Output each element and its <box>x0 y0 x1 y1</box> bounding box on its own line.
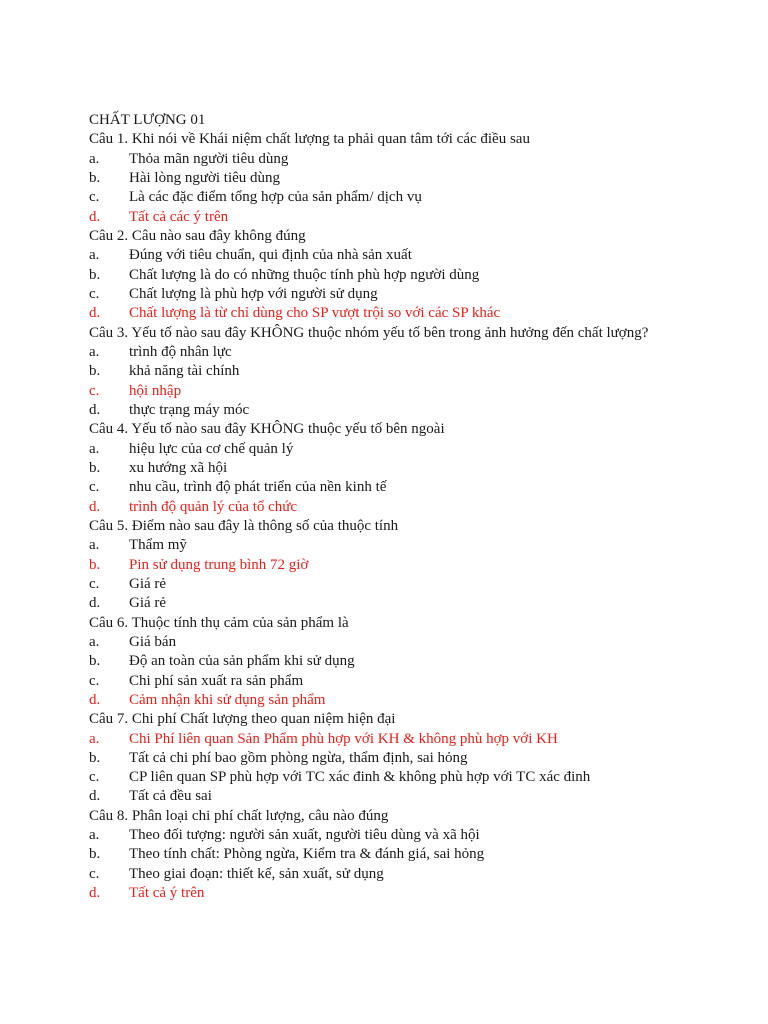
option-letter: d. <box>89 788 101 805</box>
answer-option-correct <box>89 556 729 575</box>
answer-option <box>89 672 729 691</box>
answer-option <box>89 246 729 265</box>
option-text: Hài lòng người tiêu dùng <box>129 169 281 186</box>
answer-option <box>89 478 729 497</box>
question-text: Câu 6. Thuộc tính thụ cảm của sản phẩm là <box>89 614 349 631</box>
question-text: Câu 5. Điểm nào sau đây là thông số của thuộc tính <box>89 517 399 534</box>
answer-option <box>89 575 729 594</box>
option-text: Thẩm mỹ <box>129 537 187 554</box>
question-text: Câu 1. Khi nói về Khái niệm chất lượng ta phải quan tâm tới các điều sau <box>89 131 530 148</box>
option-text: Theo tính chất: Phòng ngừa, Kiểm tra & đánh giá, sai hỏng <box>129 846 485 863</box>
document-body <box>89 111 729 903</box>
option-letter: c. <box>89 672 100 689</box>
option-text: Chi phí sản xuất ra sản phẩm <box>129 672 304 689</box>
option-text: Giá rẻ <box>129 595 167 612</box>
answer-option <box>89 787 729 806</box>
answer-option <box>89 401 729 420</box>
option-text: Cảm nhận khi sử dụng sản phẩm <box>129 691 326 708</box>
question-text: Câu 4. Yếu tố nào sau đây KHÔNG thuộc yếu tố bên ngoài <box>89 421 445 438</box>
option-text: xu hướng xã hội <box>129 459 228 476</box>
option-text: Đúng với tiêu chuẩn, qui định của nhà sản xuất <box>129 247 412 264</box>
option-text: Tất cả chi phí bao gồm phòng ngừa, thẩm định, sai hỏng <box>129 749 468 766</box>
question-1 <box>89 130 729 227</box>
answer-option-correct <box>89 382 729 401</box>
option-text: Theo giai đoạn: thiết kế, sản xuất, sử dụng <box>129 865 384 882</box>
option-letter: c. <box>89 769 100 786</box>
question-3 <box>89 324 729 421</box>
answer-option <box>89 459 729 478</box>
option-text: Tất cả ý trên <box>129 885 205 902</box>
answer-option <box>89 150 729 169</box>
option-letter: c. <box>89 575 100 592</box>
option-letter: a. <box>89 343 100 360</box>
question-7 <box>89 710 729 807</box>
option-letter: a. <box>89 150 100 167</box>
answer-option-correct <box>89 730 729 749</box>
option-letter: b. <box>89 846 101 863</box>
answer-option-correct <box>89 884 729 903</box>
answer-option <box>89 285 729 304</box>
question-text: Câu 3. Yếu tố nào sau đây KHÔNG thuộc nhóm yếu tố bên trong ảnh hưởng đến chất lượng? <box>89 324 649 341</box>
option-letter: a. <box>89 440 100 457</box>
answer-option <box>89 594 729 613</box>
option-letter: b. <box>89 653 101 670</box>
question-2 <box>89 227 729 324</box>
option-letter: d. <box>89 595 101 612</box>
option-text: Tất cả các ý trên <box>129 208 229 225</box>
answer-option <box>89 749 729 768</box>
option-letter: d. <box>89 305 101 322</box>
answer-option-correct <box>89 208 729 227</box>
option-letter: b. <box>89 266 101 283</box>
option-text: Độ an toàn của sản phẩm khi sử dụng <box>129 653 355 670</box>
option-letter: d. <box>89 885 101 902</box>
option-text: Theo đối tượng: người sản xuất, người tiêu dùng và xã hội <box>129 827 480 844</box>
option-letter: b. <box>89 556 101 573</box>
option-letter: b. <box>89 459 101 476</box>
option-text: Chất lượng là phù hợp với người sử dụng <box>129 285 378 302</box>
option-text: hiệu lực của cơ chế quản lý <box>129 440 294 457</box>
option-letter: d. <box>89 401 101 418</box>
option-text: trình độ nhân lực <box>129 343 232 360</box>
answer-option <box>89 536 729 555</box>
question-6 <box>89 614 729 711</box>
option-text: trình độ quản lý của tổ chức <box>129 498 298 515</box>
question-text: Câu 2. Câu nào sau đây không đúng <box>89 227 306 244</box>
option-text: Giá rẻ <box>129 575 167 592</box>
option-text: hội nhập <box>129 382 182 399</box>
option-text: nhu cầu, trình độ phát triển của nền kinh tế <box>129 479 387 496</box>
option-text: Chất lượng là từ chỉ dùng cho SP vượt trội so với các SP khác <box>129 305 501 322</box>
option-letter: b. <box>89 169 101 186</box>
option-letter: a. <box>89 537 100 554</box>
option-text: Giá bán <box>129 633 177 650</box>
option-text: Tất cả đều sai <box>129 788 212 805</box>
option-letter: b. <box>89 749 101 766</box>
answer-option <box>89 768 729 787</box>
question-list <box>89 130 729 903</box>
answer-option <box>89 865 729 884</box>
question-text: Câu 7. Chi phí Chất lượng theo quan niệm hiện đại <box>89 711 396 728</box>
option-letter: d. <box>89 498 101 515</box>
option-text: Chi Phí liên quan Sản Phẩm phù hợp với KH & không phù hợp với KH <box>129 730 558 747</box>
question-5 <box>89 517 729 614</box>
answer-option <box>89 343 729 362</box>
option-letter: c. <box>89 479 100 496</box>
answer-option-correct <box>89 691 729 710</box>
answer-option <box>89 826 729 845</box>
document-title: CHẤT LƯỢNG 01 <box>89 112 206 128</box>
option-text: Thỏa mãn người tiêu dùng <box>129 150 289 167</box>
option-letter: d. <box>89 208 101 225</box>
option-text: Là các đặc điểm tổng hợp của sản phẩm/ dịch vụ <box>129 189 422 206</box>
option-letter: c. <box>89 285 100 302</box>
option-text: Pin sử dụng trung bình 72 giờ <box>129 556 309 573</box>
answer-option <box>89 266 729 285</box>
answer-option <box>89 188 729 207</box>
option-letter: a. <box>89 730 100 747</box>
option-letter: a. <box>89 247 100 264</box>
answer-option-correct <box>89 304 729 323</box>
option-text: thực trạng máy móc <box>129 401 250 418</box>
answer-option <box>89 362 729 381</box>
option-text: CP liên quan SP phù hợp với TC xác đinh & không phù hợp với TC xác đinh <box>129 769 591 786</box>
option-letter: d. <box>89 691 101 708</box>
question-text: Câu 8. Phân loại chi phí chất lượng, câu nào đúng <box>89 807 389 824</box>
answer-option <box>89 440 729 459</box>
answer-option <box>89 845 729 864</box>
question-4 <box>89 420 729 517</box>
answer-option <box>89 652 729 671</box>
answer-option <box>89 633 729 652</box>
option-text: Chất lượng là do có những thuộc tính phù hợp người dùng <box>129 266 480 283</box>
answer-option-correct <box>89 498 729 517</box>
option-letter: a. <box>89 633 100 650</box>
option-letter: a. <box>89 827 100 844</box>
option-letter: b. <box>89 363 101 380</box>
option-text: khả năng tài chính <box>129 363 240 380</box>
option-letter: c. <box>89 382 100 399</box>
option-letter: c. <box>89 865 100 882</box>
answer-option <box>89 169 729 188</box>
option-letter: c. <box>89 189 100 206</box>
question-8 <box>89 807 729 904</box>
